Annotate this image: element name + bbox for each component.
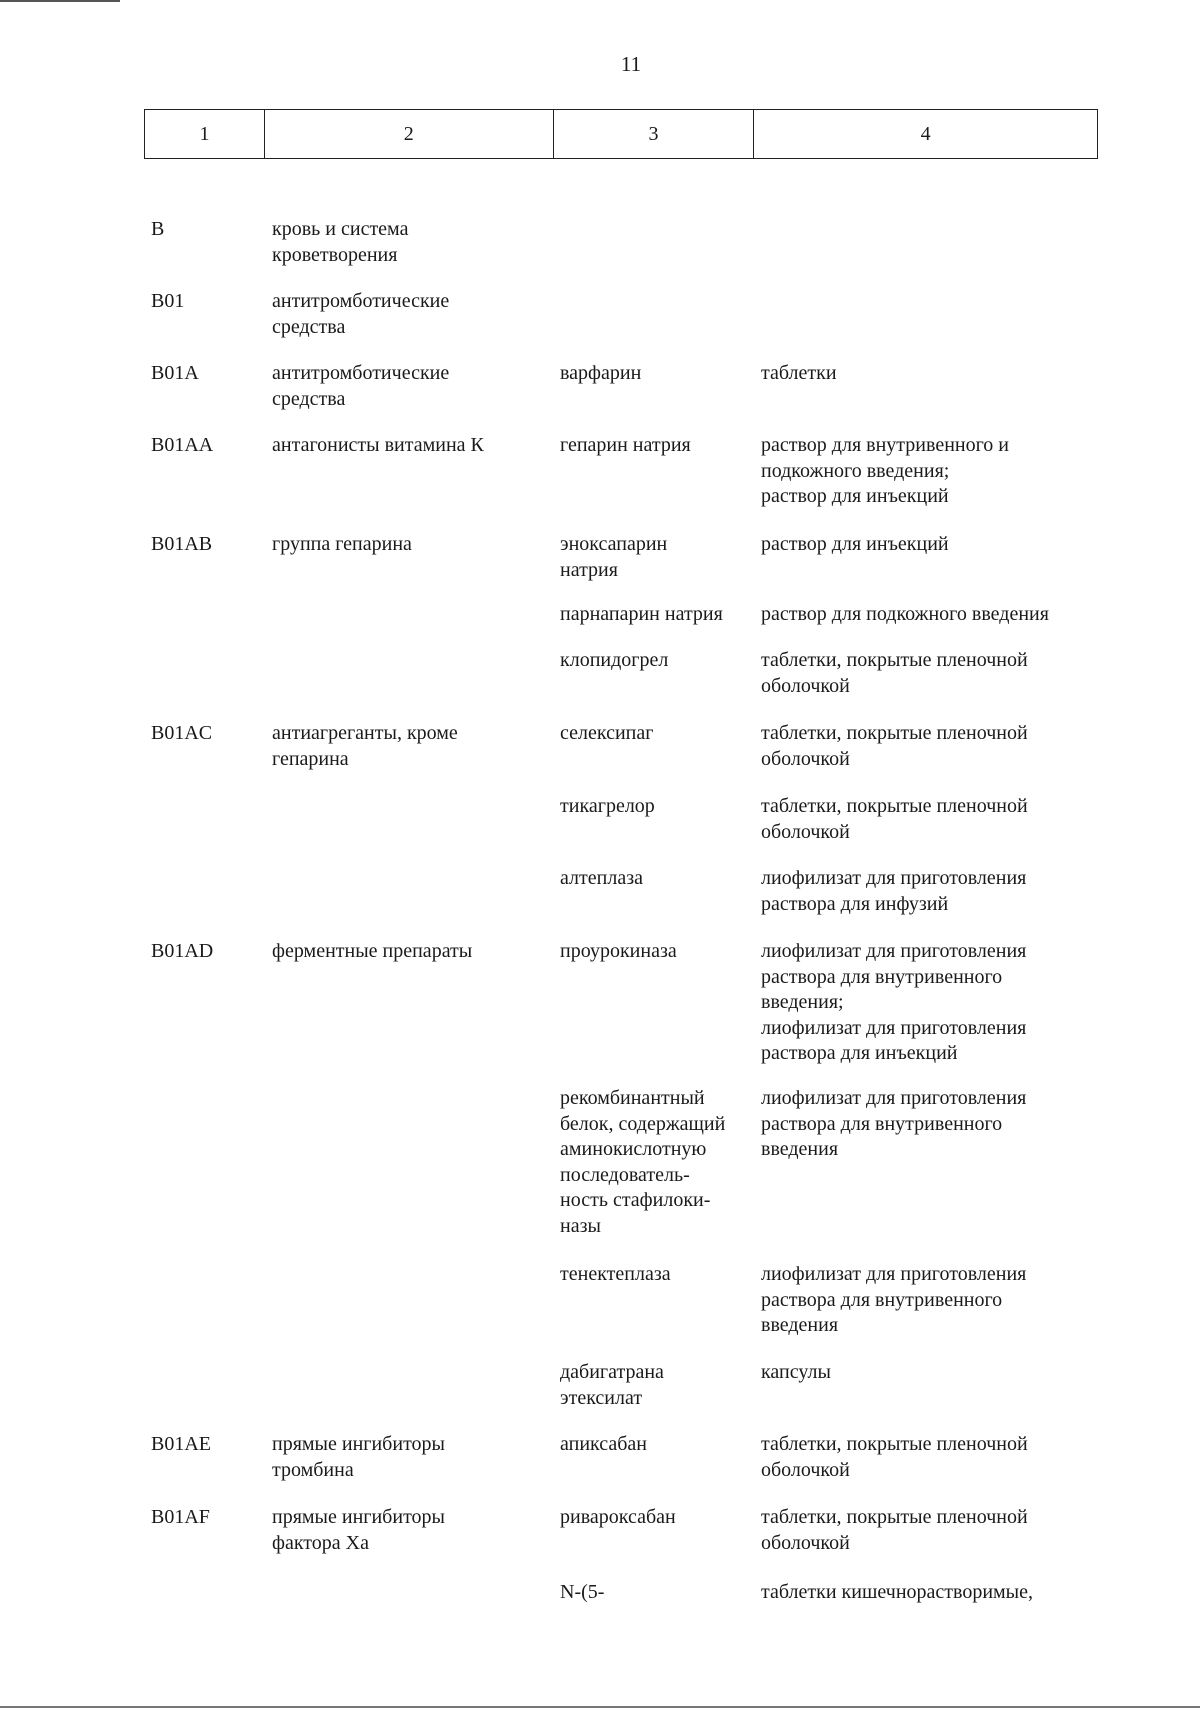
group-name-line: антитромботические [272,290,450,312]
dosage-form [761,1580,1191,1606]
drug-name-line: дабигатрана [560,1361,664,1383]
dosage-form-line: раствора для внутривенного [761,1112,1003,1135]
dosage-form-line: таблетки [761,362,837,384]
drug-name [560,1580,760,1606]
dosage-form-line: таблетки, покрытые пленочной [761,1433,1028,1455]
atc-code [151,721,251,747]
dosage-form-line: оболочкой [761,747,850,770]
dosage-form-line: оболочкой [761,1458,850,1481]
dosage-form-line: введения [761,1138,839,1160]
dosage-form-line: раствора для инъекций [761,1042,958,1064]
atc-code [151,217,251,243]
drug-name-line: апиксабан [560,1433,647,1455]
drug-name [560,433,760,459]
group-name [272,1505,547,1556]
drug-name-line: парнапарин натрия [560,603,723,625]
drug-name [560,648,760,674]
group-name-line: ферментные препараты [272,940,473,962]
column-header-1: 1 [145,110,265,159]
column-header-row [145,110,1098,159]
dosage-form [761,1360,1191,1386]
atc-code-text: B01A [151,362,199,384]
group-name [272,1432,547,1483]
dosage-form-line: оболочкой [761,674,850,697]
drug-name-line: эноксапарин [560,533,668,555]
group-name-line: тромбина [272,1458,354,1481]
drug-name-line: натрия [560,558,618,581]
drug-name-line: селексипаг [560,722,654,744]
group-name-line: антагонисты витамина К [272,434,484,456]
drug-name [560,721,760,747]
atc-code [151,361,251,387]
drug-name-line: тенектеплаза [560,1263,671,1285]
group-name-line: прямые ингибиторы [272,1433,445,1455]
dosage-form [761,866,1191,917]
group-name [272,289,547,340]
dosage-form [761,939,1191,1067]
drug-name-line: N-(5- [560,1581,605,1603]
drug-name [560,361,760,387]
drug-name [560,602,760,628]
atc-code [151,1505,251,1531]
atc-code-text: B01AF [151,1506,210,1528]
dosage-form-line: лиофилизат для приготовления [761,1263,1027,1285]
dosage-form [761,361,1191,387]
dosage-form [761,433,1191,510]
dosage-form-line: оболочкой [761,820,850,843]
group-name-line: антиагреганты, кроме [272,722,458,744]
drug-name-line: аминокислотную [560,1138,707,1160]
dosage-form-line: лиофилизат для приготовления [761,1016,1027,1039]
dosage-form [761,602,1191,628]
group-name-line: группа гепарина [272,533,412,555]
drug-name-line: варфарин [560,362,642,384]
drug-name-line: ность стафилоки- [560,1189,711,1211]
dosage-form-line: раствора для внутривенного [761,965,1003,988]
page-number: 11 [620,52,642,76]
dosage-form-line: оболочкой [761,1531,850,1554]
drug-name-line: гепарин натрия [560,434,691,456]
dosage-form-line: таблетки, покрытые пленочной [761,649,1028,671]
dosage-form [761,1505,1191,1556]
atc-code-text: B01AE [151,1433,211,1455]
dosage-form-line: раствор для подкожного введения [761,603,1049,625]
scan-edge-bottom [0,1706,1200,1708]
dosage-form-line: введения; [761,991,844,1013]
dosage-form-line: введения [761,1314,839,1336]
drug-name [560,939,760,965]
dosage-form-line: раствора для внутривенного [761,1288,1003,1311]
column-header-4: 4 [754,110,1098,159]
dosage-form [761,721,1191,772]
column-header-2: 2 [264,110,553,159]
group-name-line: гепарина [272,747,349,770]
group-name-line: прямые ингибиторы [272,1506,445,1528]
column-header-3: 3 [553,110,754,159]
atc-code [151,939,251,965]
atc-code-text: B01AB [151,533,213,555]
dosage-form [761,1262,1191,1339]
drug-name-line: назы [560,1214,601,1237]
group-name-line: средства [272,315,346,338]
dosage-form [761,794,1191,845]
dosage-form-line: таблетки, покрытые пленочной [761,1506,1028,1528]
atc-code-text: B01AC [151,722,213,744]
dosage-form [761,648,1191,699]
atc-code-text: B [151,218,165,240]
drug-name [560,532,760,583]
group-name [272,361,547,412]
dosage-form-line: раствора для инфузий [761,892,949,915]
atc-code-text: B01AD [151,940,214,962]
dosage-form-line: подкожного введения; [761,459,950,482]
group-name-line: средства [272,387,346,410]
drug-name [560,794,760,820]
group-name [272,433,547,459]
dosage-form-line: лиофилизат для приготовления [761,940,1027,962]
dosage-form-line: лиофилизат для приготовления [761,1087,1027,1109]
drug-name-line: проурокиназа [560,940,677,962]
drug-name [560,1505,760,1531]
dosage-form [761,1086,1191,1163]
dosage-form-line: раствор для инъекций [761,485,949,507]
group-name [272,532,547,558]
drug-name-line: этексилат [560,1386,643,1409]
atc-code [151,1432,251,1458]
drug-name [560,1432,760,1458]
dosage-form-line: раствор для внутривенного и [761,434,1010,456]
atc-code [151,433,251,459]
group-name-line: кроветворения [272,243,398,266]
dosage-form-line: раствор для инъекций [761,533,949,555]
drug-name-line: тикагрелор [560,795,655,817]
drug-name [560,866,760,892]
group-name-line: фактора Xa [272,1531,369,1554]
drug-name [560,1086,760,1239]
group-name [272,721,547,772]
atc-code [151,532,251,558]
dosage-form [761,532,1191,558]
drug-name [560,1360,760,1411]
atc-code [151,289,251,315]
atc-code-text: B01 [151,290,185,312]
group-name-line: антитромботические [272,362,450,384]
atc-code-text: B01AA [151,434,214,456]
drug-name-line: последователь- [560,1163,690,1186]
column-header-table [144,109,1098,159]
drug-name [560,1262,760,1288]
scan-edge-top [0,0,120,2]
dosage-form-line: лиофилизат для приготовления [761,867,1027,889]
dosage-form-line: капсулы [761,1361,831,1383]
dosage-form-line: таблетки, покрытые пленочной [761,722,1028,744]
dosage-form-line: таблетки, покрытые пленочной [761,795,1028,817]
group-name-line: кровь и система [272,218,409,240]
drug-name-line: клопидогрел [560,649,669,671]
group-name [272,217,547,268]
group-name [272,939,547,965]
drug-name-line: ривароксабан [560,1506,676,1528]
drug-name-line: рекомбинантный [560,1087,705,1109]
drug-name-line: белок, содержащий [560,1112,726,1135]
dosage-form [761,1432,1191,1483]
drug-name-line: алтеплаза [560,867,643,889]
dosage-form-line: таблетки кишечнорастворимые, [761,1581,1033,1603]
